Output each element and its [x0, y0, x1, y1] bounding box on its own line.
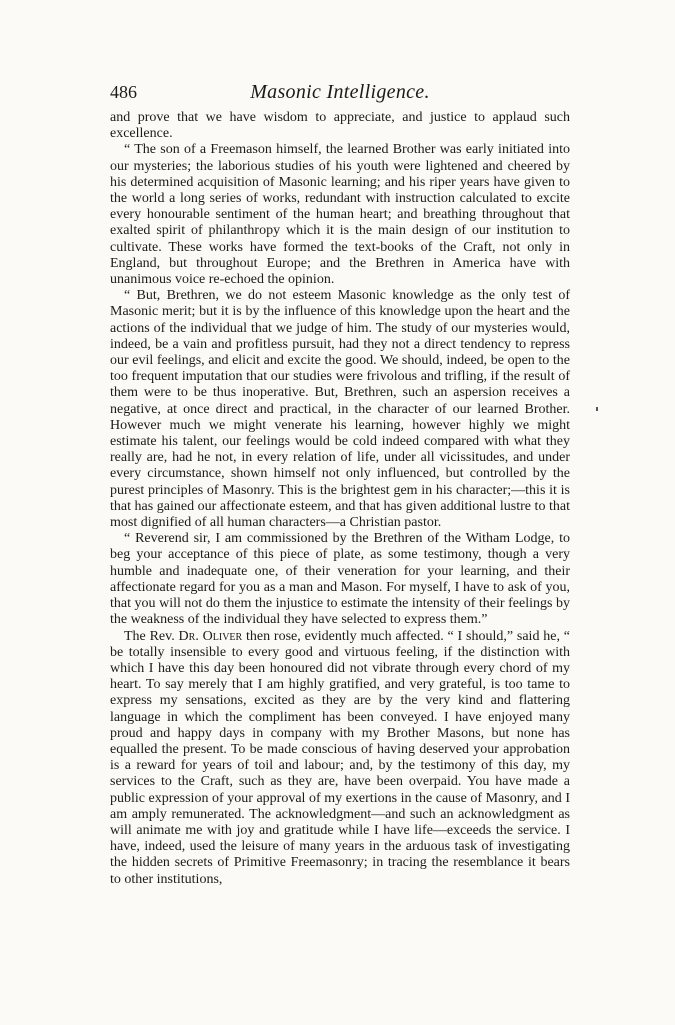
- page-body: [110, 110, 570, 888]
- paragraph-1: and prove that we have wisdom to appreciate, and justice to applaud such excellence.: [110, 110, 570, 142]
- running-title: Masonic Intelligence.: [250, 81, 430, 103]
- page-number: 486: [110, 82, 137, 102]
- page-header: [110, 76, 570, 106]
- paragraph-5-text: then rose, evidently much affected. “ I should,” said he, “ be totally insensible to every good and virtuous feeling, if the distinction with which I have this day been honoured did not vibrate through every chord of my heart. To say merely that I am highly gratified, and very grateful, is too tame to express my sensations, excited as they are by the very kind and flattering language in which the compliment has been conveyed. I have enjoyed many proud and happy days in company with my Brother Masons, but none has equalled the present. To be made conscious of having deserved your approbation is a reward for years of toil and labour; and, by the testimony of this day, my services to the Craft, such as they are, have been overpaid. You have made a public expression of your approval of my exertions in the cause of Masonry, and I am amply remunerated. The acknowledgment—and such an acknowledgment as will animate me with joy and gratitude while I have life—exceeds the service. I have, indeed, used the leisure of many years in the arduous task of investigating the hidden secrets of Primitive Freemasonry; in tracing the resemblance it bears to other institutions,: [110, 628, 570, 887]
- paragraph-3: “ But, Brethren, we do not esteem Masonic knowledge as the only test of Masonic merit; but it is by the influence of this knowledge upon the heart and the actions of the individual that we judge of him. The study of our mysteries would, indeed, be a vain and profitless pursuit, had they not a direct tendency to repress our evil feelings, and elicit and excite the good. We should, indeed, be open to the too frequent imputation that our studies were frivolous and trifling, if the result of them were to be thus inoperative. But, Brethren, such an aspersion receives a negative, at once direct and practical, in the character of our learned Brother. However much we might venerate his learning, however highly we might estimate his talent, our feelings would be cold indeed compared with what they really are, had he not, in every relation of life, under all vicissitudes, and under every circumstance, shown himself not only influenced, but controlled by the purest principles of Masonry. This is the brightest gem in his character;—this it is that has gained our affectionate esteem, and that has given additional lustre to that most dignified of all human characters—a Christian pastor.: [110, 288, 570, 531]
- speaker-name: Dr. Oliver: [178, 628, 243, 644]
- paragraph-5: [110, 629, 570, 888]
- paragraph-4: “ Reverend sir, I am commissioned by the Brethren of the Witham Lodge, to beg your acceptance of this piece of plate, as some testimony, though a very humble and inadequate one, of their veneration for your learning, and their affectionate regard for you as a man and Mason. For myself, I have to ask of you, that you will not do them the injustice to estimate the intensity of their feelings by the weakness of the individual they have selected to express them.”: [110, 531, 570, 628]
- paragraph-5-lead: The Rev.: [124, 628, 179, 644]
- stray-ink-mark: [596, 407, 598, 411]
- book-page: [110, 76, 570, 888]
- paragraph-2: “ The son of a Freemason himself, the learned Brother was early initiated into our mysteries; the laborious studies of his youth were lightened and cheered by his determined acquisition of Masonic learning; and his riper years have given to the world a long series of works, redundant with instruction calculated to excite every honourable sentiment of the human heart; and breathing throughout that exalted spirit of philanthropy which it is the main design of our institution to cultivate. These works have formed the text-books of the Craft, not only in England, but throughout Europe; and the Brethren in America have with unanimous voice re-echoed the opinion.: [110, 142, 570, 288]
